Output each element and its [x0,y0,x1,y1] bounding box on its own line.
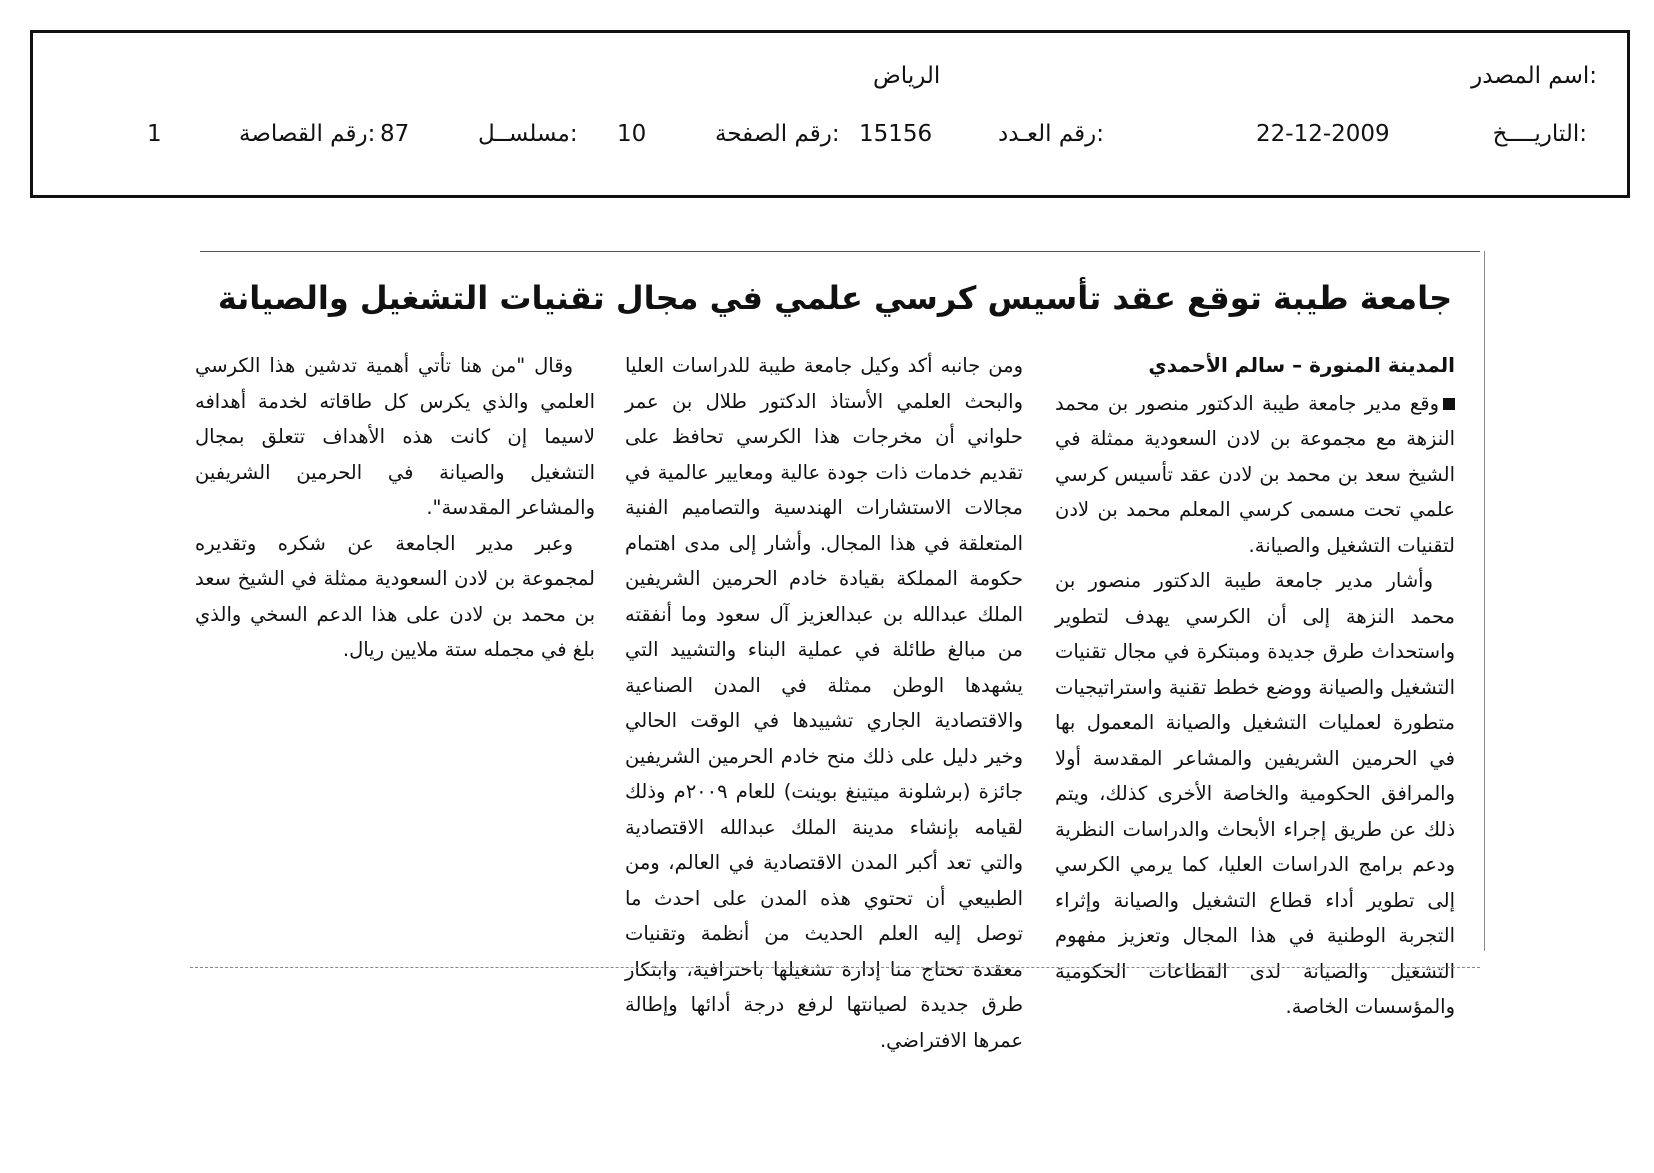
clipping-meta-box [30,30,1630,198]
article-paragraph: وقال "من هنا تأتي أهمية تدشين هذا الكرسي العلمي والذي يكرس كل طاقاته لخدمة أهدافه لاسيما إن كانت هذه الأهداف تتعلق بمجال التشغيل والصيانة في الحرمين الشريفين والمشاعر المقدسة". [195,354,595,519]
issue-value: 15156 [859,121,933,147]
article-headline: جامعة طيبة توقع عقد تأسيس كرسي علمي في مجال تقنيات التشغيل والصيانة [217,279,1453,317]
article-paragraph: وقع مدير جامعة طيبة الدكتور منصور بن محمد النزهة مع مجموعة بن لادن السعودية ممثلة في الشيخ سعد بن محمد بن لادن عقد تأسيس كرسي علمي تحت مسمى كرسي المعلم محمد بن لادن لتقنيات التشغيل والصيانة. [1055,391,1455,557]
article-paragraph: وأشار مدير جامعة طيبة الدكتور منصور بن محمد النزهة إلى أن الكرسي يهدف لتطوير واستحداث طرق جديدة ومبتكرة في مجال تقنيات التشغيل والصيانة ووضع خطط تقنية واستراتيجيات متطورة لعمليات التشغيل والصيانة المعمول بها في الحرمين الشريفين والمشاعر المقدسة أولا والمرافق الحكومية والخاصة الأخرى كذلك، ويتم ذلك عن طريق إجراء الأبحاث والدراسات النظرية ودعم برامج الدراسات العليا، كما يرمي الكرسي إلى تطوير أداء قطاع التشغيل والصيانة وإثراء التجربة الوطنية في هذا المجال وتعزيز مفهوم التشغيل والصيانة لدى القطاعات الحكومية والمؤسسات الخاصة. [1055,569,1455,1018]
top-rule [200,251,1480,252]
issue-label: رقم العـدد: [998,121,1105,147]
column-middle [625,348,1024,1052]
page-value: 10 [617,121,647,147]
column-right [1055,348,1455,1018]
column-left [195,348,595,948]
date-value: 22-12-2009 [1256,121,1390,147]
newspaper-clipping [185,248,1485,1052]
bullet-square-icon [1443,398,1455,410]
article-byline: المدينة المنورة – سالم الأحمدي [1148,353,1455,377]
article-paragraph: وعبر مدير الجامعة عن شكره وتقديره لمجموعة بن لادن السعودية ممثلة في الشيخ سعد بن محمد بن لادن على هذا الدعم السخي والذي بلغ في مجمله ستة ملايين ريال. [195,531,595,661]
date-label: التاريــــخ: [1492,121,1587,147]
clip-label: رقم القصاصة: [239,121,376,147]
article-paragraph: ومن جانبه أكد وكيل جامعة طيبة للدراسات العليا والبحث العلمي الأستاذ الدكتور طلال بن عمر حلواني أن مخرجات هذا الكرسي تحافظ على تقديم خدمات ذات جودة عالية ومعايير عالمية في مجالات الاستشارات الهندسية والتصاميم الفنية المتعلقة في هذا المجال. وأشار إلى مدى اهتمام حكومة المملكة بقيادة خادم الحرمين الشريفين الملك عبدالله بن عبدالعزيز آل سعود وما أنفقته من مبالغ طائلة في عملية البناء والتشييد التي يشهدها الوطن ممثلة في المدن الصناعية والاقتصادية الجاري تشييدها في الوقت الحالي وخير دليل على ذلك منح خادم الحرمين الشريفين جائزة (برشلونة ميتينغ بوينت) للعام ٢٠٠٩م وذلك لقيامه بإنشاء مدينة الملك عبدالله الاقتصادية والتي تعد أكبر المدن الاقتصادية في العالم، ومن الطبيعي أن تحتوي هذه المدن على احدث ما توصل إليه العلم الحديث من أنظمة وتقنيات معقدة تحتاج منا إدارة تشغيلها باحترافية، وابتكار طرق جديدة لصيانتها لرفع درجة أدائها وإطالة عمرها الافتراضي. [625,354,1024,1052]
right-rule [1484,251,1485,951]
serial-label: مسلســل: [478,121,578,147]
bottom-rule [190,967,1480,968]
source-value: الرياض [873,63,941,89]
page-label: رقم الصفحة: [715,121,840,147]
source-label: اسم المصدر: [1471,63,1597,89]
clip-value: 1 [147,121,162,147]
serial-value: 87 [380,121,410,147]
